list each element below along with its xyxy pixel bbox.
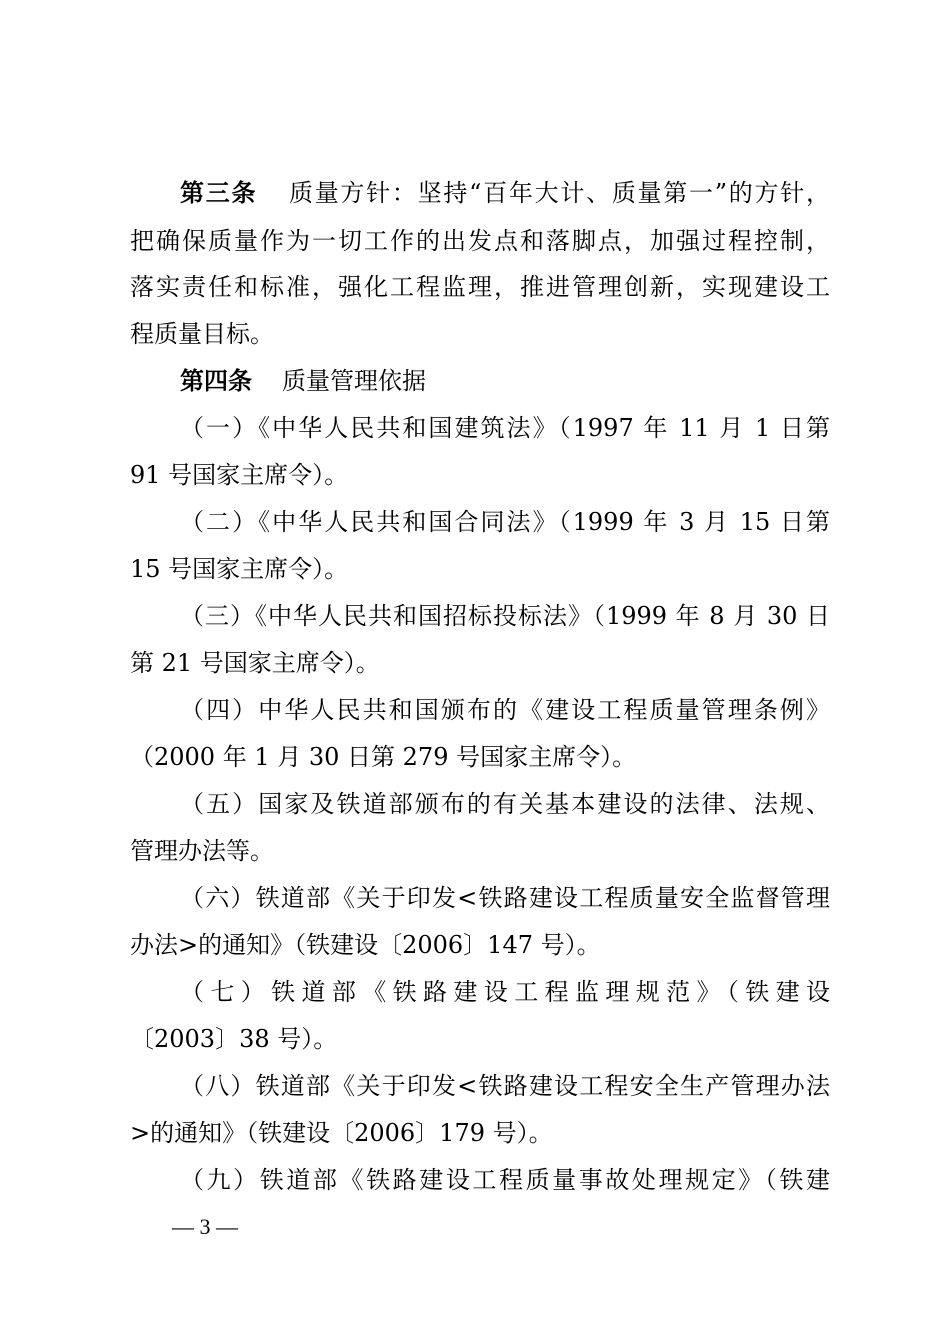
list-item-continuation: 办法>的通知》（铁建设〔2006〕147 号）。 (130, 931, 601, 959)
article4-heading-line (180, 358, 830, 404)
list-item: （七）铁道部《铁路建设工程监理规范》（铁建设 (180, 978, 830, 1006)
list-item-continuation: 第 21 号国家主席令）。 (130, 649, 380, 677)
list-item-continuation: 15 号国家主席令）。 (130, 555, 349, 583)
article3-text: 质量方针：坚持“百年大计、质量第一”的方针， (287, 179, 830, 207)
article3-line-3: 落实责任和标准，强化工程监理，推进管理创新，实现建设工 (130, 273, 830, 301)
list-item: （四）中华人民共和国颁布的《建设工程质量管理条例》 (180, 696, 830, 724)
list-item-continuation: 〔2003〕38 号）。 (130, 1025, 338, 1053)
page-number: — 3 — (172, 1214, 238, 1239)
list-item: （八）铁道部《关于印发<铁路建设工程安全生产管理办法 (180, 1072, 830, 1100)
list-item-continuation: >的通知》（铁建设〔2006〕179 号）。 (130, 1119, 553, 1147)
list-item: （一）《中华人民共和国建筑法》（1997 年 11 月 1 日第 (180, 414, 830, 442)
list-item-continuation: 91 号国家主席令）。 (130, 461, 349, 489)
article3-heading: 第三条 (180, 178, 258, 207)
list-item-continuation: （2000 年 1 月 30 日第 279 号国家主席令）。 (130, 743, 637, 771)
list-item: （二）《中华人民共和国合同法》（1999 年 3 月 15 日第 (180, 508, 830, 536)
list-item: （六）铁道部《关于印发<铁路建设工程质量安全监督管理 (180, 884, 830, 912)
article3-line-1 (180, 170, 830, 216)
list-item: （五）国家及铁道部颁布的有关基本建设的法律、法规、 (180, 790, 830, 818)
article3-line-2: 把确保质量作为一切工作的出发点和落脚点，加强过程控制， (130, 227, 830, 255)
article3-line-4: 程质量目标。 (130, 320, 274, 348)
article4-title: 质量管理依据 (282, 367, 426, 395)
list-item: （九）铁道部《铁路建设工程质量事故处理规定》（铁建 (180, 1166, 830, 1194)
list-item-continuation: 管理办法等。 (130, 837, 274, 865)
list-item: （三）《中华人民共和国招标投标法》（1999 年 8 月 30 日 (180, 602, 830, 630)
article4-heading: 第四条 (180, 366, 252, 395)
